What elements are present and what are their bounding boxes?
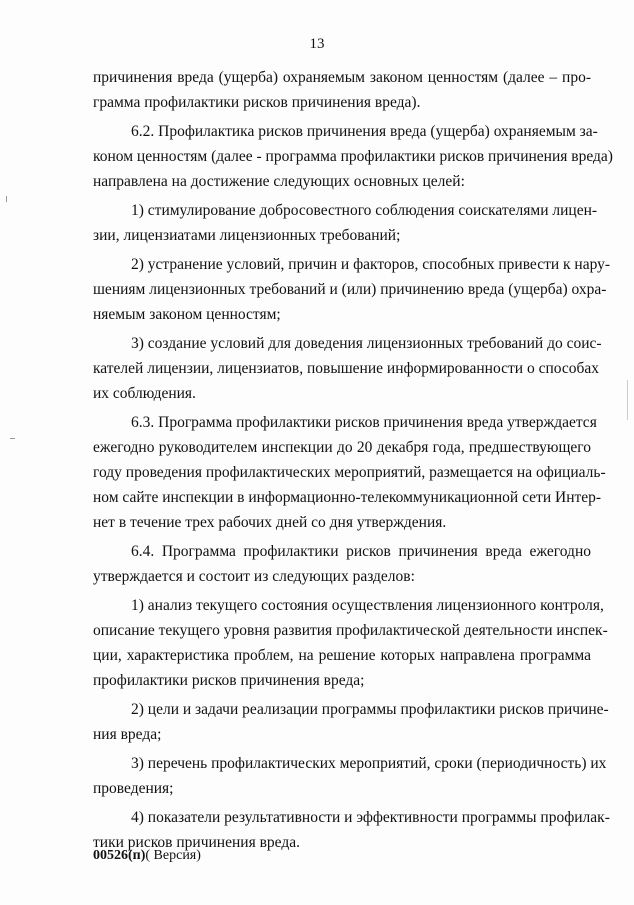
list-item [93,198,598,248]
text-line: зии, лицензиатами лицензионных требований; [93,227,401,244]
text-line: коном ценностям (далее - программа профилактики рисков причинения вреда) [93,148,613,165]
list-item [93,252,611,327]
document-code-number: 00526(п) [93,848,146,863]
text-line: проведения; [93,780,174,797]
text-line: 6.2. Профилактика рисков причинения вреда (ущерба) охраняемым за- [131,123,598,140]
text-line: 6.4. Программа профилактики рисков причинения вреда ежегодно [131,543,591,560]
text-line: ния вреда; [93,726,162,743]
text-line: нет в течение трех рабочих дней со дня утверждения. [93,514,447,531]
text-line: утверждается и состоит из следующих разделов: [93,568,415,585]
text-line: няемым законом ценностям; [93,306,281,323]
text-line: профилактики рисков причинения вреда; [93,672,365,689]
text-line: 2) устранение условий, причин и факторов, способных привести к нару- [131,256,611,273]
text-line: шениям лицензионных требований и (или) причинению вреда (ущерба) охра- [93,281,607,298]
scan-artifact [10,438,15,439]
text-line: ном сайте инспекции в информационно-телекоммуникационной сети Интер- [93,489,602,506]
paragraph [93,410,606,535]
list-item [93,697,609,747]
scan-artifact [6,196,7,202]
list-item [93,593,608,693]
paragraph [93,65,591,115]
text-line: описание текущего уровня развития профилактической деятельности инспек- [93,622,608,639]
scan-artifact [627,380,628,420]
paragraph [93,539,591,589]
text-line: кателей лицензии, лицензиатов, повышение информированности о способах [93,360,600,377]
paragraph [93,119,613,194]
list-item [93,331,602,406]
text-line: 1) анализ текущего состояния осуществления лицензионного контроля, [131,597,604,614]
text-line: 3) создание условий для доведения лицензионных требований до соис- [131,335,602,352]
document-code [93,848,201,864]
text-line: ции, характеристика проблем, на решение которых направлена программа [93,647,591,664]
text-line: причинения вреда (ущерба) охраняемым законом ценностям (далее – про- [93,69,591,86]
text-line: году проведения профилактических мероприятий, размещается на официаль- [93,464,606,481]
document-body [93,65,613,855]
text-line: 3) перечень профилактических мероприятий, сроки (периодичность) их [131,755,607,772]
text-line: 6.3. Программа профилактики рисков причинения вреда утверждается [131,414,597,431]
text-line: 1) стимулирование добросовестного соблюдения соискателями лицен- [131,202,598,219]
list-item [93,751,607,801]
text-line: направлена на достижение следующих основных целей: [93,173,465,190]
text-line: ежегодно руководителем инспекции до 20 декабря года, предшествующего [93,439,591,456]
document-version-label: ( Версия) [145,848,201,863]
text-line: 2) цели и задачи реализации программы профилактики рисков причине- [131,701,609,718]
page-number: 13 [309,36,325,52]
text-line: грамма профилактики рисков причинения вреда). [93,94,421,111]
text-line: 4) показатели результативности и эффективности программы профилак- [131,809,610,826]
text-line: их соблюдения. [93,385,196,402]
text-line: тики рисков причинения вреда. [93,834,300,851]
